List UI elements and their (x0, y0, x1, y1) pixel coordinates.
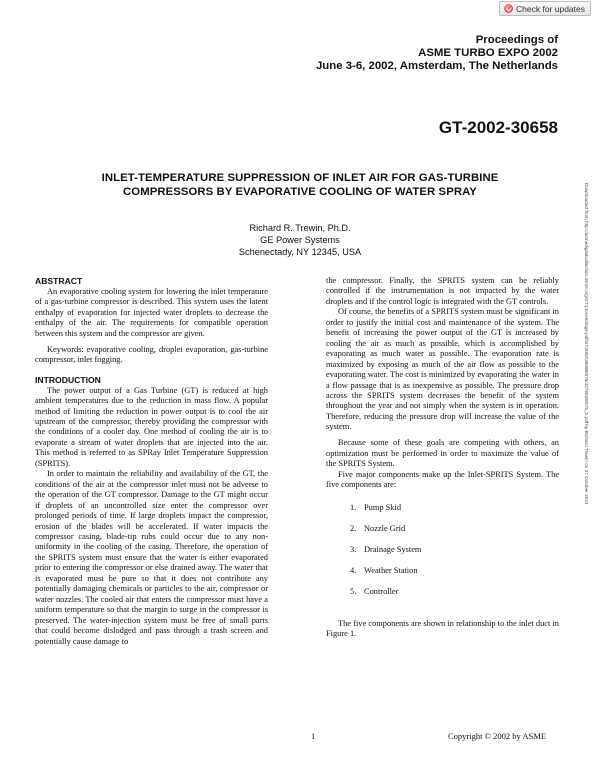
list-item: 3. Drainage System (350, 544, 422, 554)
benefits-paragraph: Of course, the benefits of a SPRITS system must be significant in order to justify the initial cost and maintenance of the system. The benefit of increasing the power output of the GT is increased by cooling the air as much as possible, which is accomplished by evaporating as much water as possible. The evaporation rate is maximized by exposing as much of the air flow as possible to the evaporating water. The cost is minimized by evaporating the water in a flow passage that is as inexpensive as possible. The pressure drop across the SPRITS system decreases the benefit of the system throughout the year and not simply when the system is in operation. Therefore, reducing the pressure drop will increase the value of the system. (326, 307, 559, 432)
conference-name: ASME TURBO EXPO 2002 (418, 47, 558, 59)
figure-reference-paragraph: The five components are shown in relationship to the inlet duct in Figure 1. (326, 618, 559, 639)
introduction-paragraph-1: The power output of a Gas Turbine (GT) is reduced at high ambient temperatures due to the reduction in mass flow. A popular method of limiting the reduction in power output is to cool the air upstream of the compressor, thereby providing the compressor with the conditions of a cooler day. One method of cooling the air is to evaporate a stream of water droplets that are injected into the air. This method is referred to as SPRay Inlet Temperature Suppression (SPRITS). (35, 385, 268, 468)
page-number: 1 (311, 731, 316, 741)
list-item: 5. Controller (350, 586, 399, 596)
list-item: 1. Pump Skid (350, 502, 402, 512)
copyright-notice: Copyright © 2002 by ASME (448, 731, 547, 741)
paper-number: GT-2002-30658 (438, 118, 558, 137)
list-item: 4. Weather Station (350, 565, 418, 575)
title-line-1: INLET-TEMPERATURE SUPPRESSION OF INLET AIR FOR GAS-TURBINE (101, 172, 499, 184)
introduction-heading: INTRODUCTION (35, 374, 101, 385)
list-item: 2. Nozzle Grid (350, 523, 406, 533)
author-name: Richard R. Trewin, Ph.D. (249, 223, 351, 233)
proceedings-line: Proceedings of (475, 34, 558, 46)
check-for-updates-button[interactable] (499, 1, 591, 16)
components-intro-paragraph: Five major components make up the Inlet-SPRITS System. The five components are: (326, 469, 559, 490)
author-address: Schenectady, NY 12345, USA (238, 247, 362, 257)
author-affiliation: GE Power Systems (260, 235, 340, 245)
conference-date-location: June 3-6, 2002, Amsterdam, The Netherlands (315, 60, 558, 72)
check-for-updates-label: Check for updates (516, 3, 585, 14)
title-line-2: COMPRESSORS BY EVAPORATIVE COOLING OF WATER SPRAY (123, 186, 477, 198)
right-column (326, 276, 559, 639)
left-column (35, 276, 268, 647)
check-update-icon (504, 4, 513, 13)
paper-title (0, 171, 600, 199)
abstract-heading: ABSTRACT (35, 276, 83, 286)
continued-paragraph: the compressor. Finally, the SPRITS system can be reliably controlled if the instrumentation is not impacted by the water droplets and if the control logic is integrated with the GT controls. (326, 276, 559, 306)
components-list (326, 503, 559, 608)
abstract-paragraph: An evaporative cooling system for lowering the inlet temperature of a gas-turbine compressor is described. This system uses the latent enthalpy of evaporation for injected water droplets to decrease the enthalpy of the air. The requirements for compatible operation between this system and the compressor are given. (35, 287, 268, 338)
introduction-paragraph-2: In order to maintain the reliability and availability of the GT, the conditions of the air at the compressor inlet must not be adverse to the operation of the GT compressor. Damage to the GT might occur if droplets of an uncontrolled size enter the compressor over prolonged periods of time. If large droplets impact the compressor, erosion of the blades will be accelerated. If water impacts the compressor casing, blade-tip rubs could occur due to any non-uniformity in the cooling of the casing. Therefore, the operation of the SPRITS system must ensure that the water is either evaporated prior to entering the compressor or else drained away. The water that is evaporated must be pure so that it does not contribute any potentially damaging chemicals or particles to the air, compressor or water nozzles. The cooled air that enters the compressor must have a uniform temperature so that the margin to surge in the compressor is preserved. The water-injection system must be free of small parts that could become dislodged and pass through a trash screen and potentially cause damage to (35, 469, 268, 646)
keywords-paragraph: Keywords: evaporative cooling, droplet evaporation, gas-turbine compressor, inlet fogging. (35, 344, 268, 365)
download-notice: Downloaded from http://asmedigitalcollection.asme.org/GT/proceedings-pdf/GT2002/36088/575/4276618/575_1.pdf by Richard Trewin on 27 October 2021 (584, 183, 589, 505)
optimization-paragraph: Because some of these goals are competing with others, an optimization must be performed in order to maximize the value of the SPRITS System. (326, 438, 559, 469)
